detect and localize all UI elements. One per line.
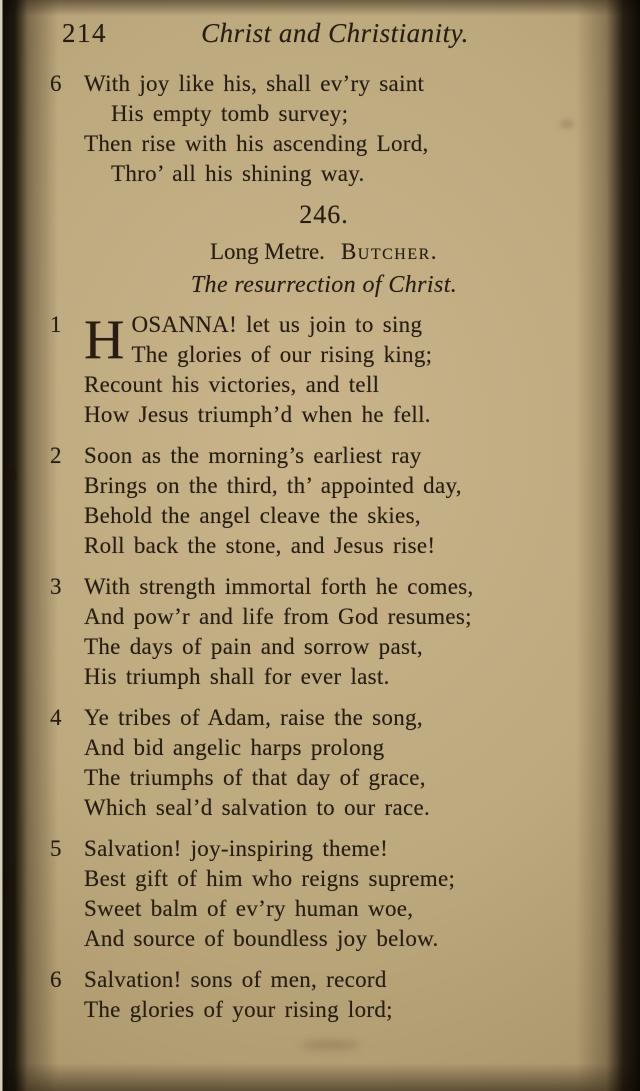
drop-cap-letter: H	[84, 309, 125, 371]
drop-cap-lines	[131, 310, 598, 370]
verse-line: The glories of your rising lord;	[84, 997, 393, 1022]
stanza-number: 1	[50, 312, 62, 337]
verse-line: Salvation! joy-inspiring theme!	[84, 836, 389, 861]
hymn-number: 246.	[299, 200, 349, 229]
verse-line: How Jesus triumph’d when he fell.	[84, 402, 431, 427]
verse-line: Brings on the third, th’ appointed day,	[84, 473, 462, 498]
stanza-lines	[84, 69, 598, 189]
verse-line: Which seal’d salvation to our race.	[84, 795, 431, 820]
verse-line: Recount his victories, and tell	[84, 372, 380, 397]
paper-stain	[8, 470, 17, 479]
page-number: 214	[62, 18, 107, 48]
verse-line: The days of pain and sorrow past,	[84, 634, 423, 659]
stanza-6	[50, 965, 598, 1025]
stanza-lines	[84, 572, 598, 692]
stanza-lines	[84, 834, 598, 954]
hymn-meter-line	[50, 239, 598, 265]
stanza-number: 4	[50, 705, 62, 730]
verse-line: Salvation! sons of men, record	[84, 967, 387, 992]
verse-line: And pow’r and life from God resumes;	[84, 604, 472, 629]
verse-line: Behold the angel cleave the skies,	[84, 503, 421, 528]
stanza-2	[50, 441, 598, 561]
hymn-title: The resurrection of Christ.	[190, 272, 458, 298]
stanza-number: 6	[50, 71, 62, 96]
verse-line: His empty tomb survey;	[111, 101, 349, 126]
stanza-lines	[84, 310, 598, 430]
verse-line: With strength immortal forth he comes,	[84, 574, 474, 599]
stanza-lines	[84, 441, 598, 561]
verse-line: Thro’ all his shining way.	[111, 161, 365, 186]
drop-cap-row	[84, 310, 598, 370]
stanza-lines	[84, 703, 598, 823]
stanza-3	[50, 572, 598, 692]
stanza-number: 6	[50, 967, 62, 992]
verse-line: The triumphs of that day of grace,	[84, 765, 426, 790]
verse-line: With joy like his, shall ev’ry saint	[84, 71, 425, 96]
stanza-4	[50, 703, 598, 823]
stanza-number: 3	[50, 574, 62, 599]
stanza-1	[50, 310, 598, 430]
verse-line: OSANNA! let us join to sing	[131, 312, 423, 337]
stanza-5	[50, 834, 598, 954]
stanza-number: 2	[50, 443, 62, 468]
stanza-lines	[84, 965, 598, 1025]
verse-line: Sweet balm of ev’ry human woe,	[84, 896, 414, 921]
hymn-composer: Butcher.	[340, 239, 439, 264]
stanza-previous-hymn	[50, 69, 598, 189]
hymn-meter: Long Metre.	[209, 239, 325, 264]
page-header	[50, 18, 598, 49]
verse-line: Soon as the morning’s earliest ray	[84, 443, 422, 468]
verse-line: Best gift of him who reigns supreme;	[84, 866, 456, 891]
verse-line: His triumph shall for ever last.	[84, 664, 390, 689]
running-title: Christ and Christianity.	[201, 18, 469, 48]
paper-stain	[300, 1040, 360, 1050]
stanza-number: 5	[50, 836, 62, 861]
verse-line: Roll back the stone, and Jesus rise!	[84, 533, 436, 558]
paper-stain	[6, 880, 13, 892]
verse-line: And source of boundless joy below.	[84, 926, 439, 951]
page-content	[50, 18, 598, 1036]
verse-line: The glories of our rising king;	[131, 342, 433, 367]
verse-line: Then rise with his ascending Lord,	[84, 131, 429, 156]
verse-line: And bid angelic harps prolong	[84, 735, 385, 760]
verse-line: Ye tribes of Adam, raise the song,	[84, 705, 423, 730]
